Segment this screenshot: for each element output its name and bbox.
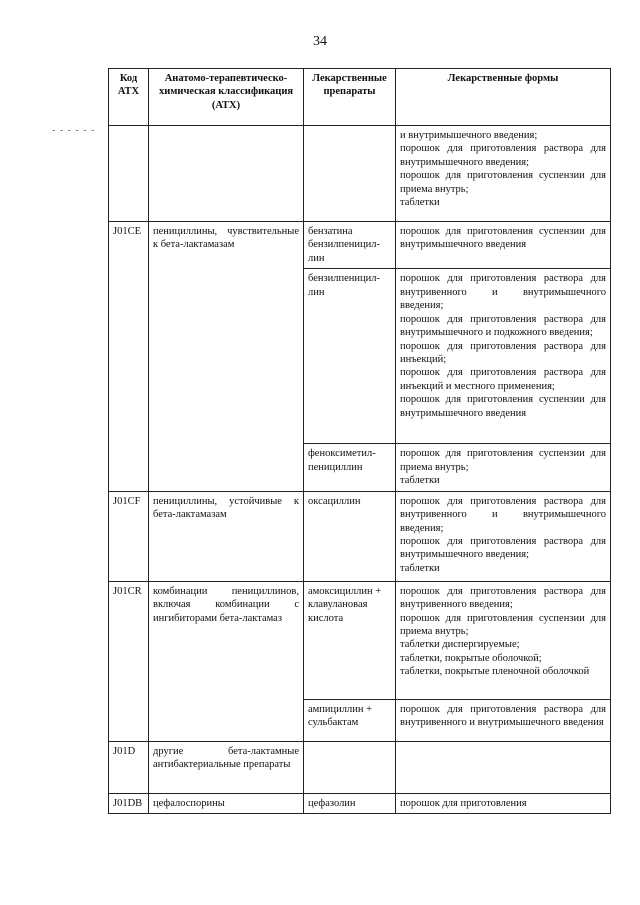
dosage-form-line: порошок для приготовления суспензии для внутримышечного введения xyxy=(400,226,606,251)
dosage-form-line: порошок для приготовления суспензии для приема внутрь; xyxy=(400,448,606,473)
dosage-forms-cell xyxy=(396,222,611,269)
dosage-form-line: таблетки, покрытые оболочкой; xyxy=(400,652,542,664)
dosage-forms-cell xyxy=(396,126,611,222)
dosage-form-line: порошок для приготовления раствора для инъекций; xyxy=(400,340,606,365)
table-row xyxy=(109,491,611,581)
atc-code-cell: J01D xyxy=(109,741,149,793)
page-number: 34 xyxy=(313,34,327,49)
dosage-form-line: порошок для приготовления раствора для внутривенного и внутримышечного введения; xyxy=(400,273,606,312)
dosage-forms-cell xyxy=(396,699,611,741)
dosage-forms-cell xyxy=(396,581,611,699)
classification-cell xyxy=(149,126,304,222)
table-row xyxy=(109,793,611,813)
drug-cell: амоксициллин + клавулановая кислота xyxy=(304,581,396,699)
table-row xyxy=(109,222,611,269)
header-code: Код АТХ xyxy=(109,69,149,126)
table-body xyxy=(109,126,611,814)
dosage-forms-cell xyxy=(396,444,611,491)
atc-code-cell xyxy=(109,126,149,222)
dosage-form-line: таблетки xyxy=(400,562,440,574)
dosage-form-line: таблетки, покрытые пленочной оболочкой xyxy=(400,666,590,678)
atc-table xyxy=(108,68,611,814)
dosage-forms-cell xyxy=(396,793,611,813)
classification-cell: цефалоспорины xyxy=(149,793,304,813)
header-forms: Лекарственные формы xyxy=(396,69,611,126)
dosage-form-line: порошок для приготовления раствора для внутривенного введения; xyxy=(400,585,606,611)
drug-cell xyxy=(304,741,396,793)
dosage-form-line: порошок для приготовления раствора для внутримышечного и подкожного введения; xyxy=(400,313,606,339)
dosage-form-line: порошок для приготовления раствора для внутримышечного введения; xyxy=(400,143,606,168)
dosage-form-line: порошок для приготовления раствора для внутримышечного введения; xyxy=(400,535,606,561)
table-row xyxy=(109,741,611,793)
dosage-form-line: таблетки xyxy=(400,197,440,209)
atc-code-cell: J01CF xyxy=(109,491,149,581)
table-row xyxy=(109,126,611,222)
dosage-forms-cell xyxy=(396,741,611,793)
table-row xyxy=(109,581,611,699)
classification-cell: пенициллины, чувствительные к бета-лактамазам xyxy=(149,222,304,492)
dosage-forms-cell xyxy=(396,269,611,444)
dosage-form-line: порошок для приготовления раствора для внутривенного и внутримышечного введения; xyxy=(400,495,606,534)
classification-cell: другие бета-лактамные антибактериальные препараты xyxy=(149,741,304,793)
atc-code-cell: J01CE xyxy=(109,222,149,492)
header-drugs: Лекарственные препараты xyxy=(304,69,396,126)
dosage-form-line: порошок для приготовления суспензии для приема внутрь; xyxy=(400,612,606,637)
atc-code-cell: J01DB xyxy=(109,793,149,813)
classification-cell: пенициллины, устойчивые к бета-лактамазам xyxy=(149,491,304,581)
dosage-form-line: порошок для приготовления раствора для внутривенного и внутримышечного введения xyxy=(400,703,606,729)
dosage-form-line: таблетки xyxy=(400,475,440,487)
dosage-form-line: порошок для приготовления суспензии для приема внутрь; xyxy=(400,170,606,195)
drug-cell: бензатина бензилпеницил-лин xyxy=(304,222,396,269)
atc-code-cell: J01CR xyxy=(109,581,149,741)
drug-cell: феноксиметил-пенициллин xyxy=(304,444,396,491)
drug-cell xyxy=(304,126,396,222)
drug-cell: ампициллин + сульбактам xyxy=(304,699,396,741)
classification-cell: комбинации пенициллинов, включая комбинации с ингибиторами бета-лактамаз xyxy=(149,581,304,741)
drug-cell: цефазолин xyxy=(304,793,396,813)
dosage-form-line: порошок для приготовления суспензии для внутримышечного введения xyxy=(400,394,606,419)
dosage-form-line: порошок для приготовления раствора для инъекций и местного применения; xyxy=(400,367,606,392)
header-classification: Анатомо-терапевтическо-химическая классификация (АТХ) xyxy=(149,69,304,126)
dosage-form-line: таблетки диспергируемые; xyxy=(400,639,520,651)
drug-cell: бензилпеницил-лин xyxy=(304,269,396,444)
dosage-form-line: и внутримышечного введения; xyxy=(400,130,538,141)
dosage-form-line: порошок для приготовления xyxy=(400,797,527,809)
dosage-forms-cell xyxy=(396,491,611,581)
margin-mark: - - - - - - xyxy=(52,125,96,136)
drug-cell: оксациллин xyxy=(304,491,396,581)
table-header-row xyxy=(109,69,611,126)
